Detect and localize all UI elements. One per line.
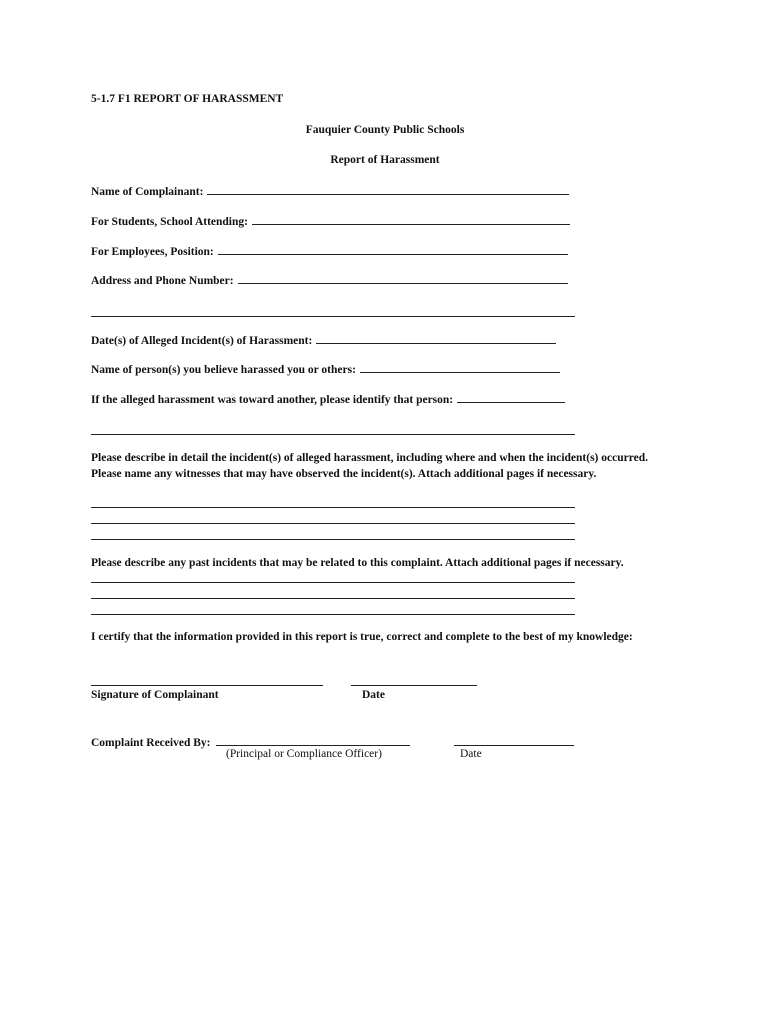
other-person-row: [91, 391, 565, 406]
other-person-continuation-line[interactable]: [91, 434, 575, 435]
employee-position-field[interactable]: [218, 243, 568, 255]
harasser-name-field[interactable]: [360, 361, 560, 373]
address-phone-field[interactable]: [238, 272, 568, 284]
school-attending-field[interactable]: [252, 213, 570, 225]
past-answer-line[interactable]: [91, 614, 575, 615]
describe-answer-line[interactable]: [91, 539, 575, 540]
past-answer-line[interactable]: [91, 582, 575, 583]
signature-date-line[interactable]: [351, 685, 477, 686]
describe-answer-line[interactable]: [91, 507, 575, 508]
incident-dates-label: Date(s) of Alleged Incident(s) of Harassment:: [91, 335, 313, 347]
past-answer-line[interactable]: [91, 598, 575, 599]
signature-line[interactable]: [91, 685, 323, 686]
describe-answer-line[interactable]: [91, 523, 575, 524]
past-incidents-question: Please describe any past incidents that may be related to this complaint. Attach additional pages if necessary.: [91, 557, 624, 569]
incident-dates-row: [91, 332, 556, 347]
received-by-field[interactable]: [216, 734, 410, 746]
address-phone-label: Address and Phone Number:: [91, 275, 234, 287]
describe-incident-question: Please describe in detail the incident(s) of alleged harassment, including where and when the incident(s) occurred. Please name any witnesses that may have observed the incident(s). Attach additional pages if necessary.: [91, 452, 648, 480]
employee-position-label: For Employees, Position:: [91, 246, 214, 258]
form-code-title: 5-1.7 F1 REPORT OF HARASSMENT: [91, 93, 284, 105]
address-phone-row: [91, 272, 568, 287]
incident-dates-field[interactable]: [316, 332, 556, 344]
school-attending-row: [91, 213, 570, 228]
received-by-label: Complaint Received By:: [91, 737, 211, 749]
received-date-label: Date: [460, 748, 482, 760]
received-date-line[interactable]: [454, 745, 574, 746]
other-person-field[interactable]: [457, 391, 565, 403]
received-by-row: [91, 734, 410, 749]
employee-position-row: [91, 243, 568, 258]
received-by-sublabel: (Principal or Compliance Officer): [226, 748, 382, 760]
signature-label: Signature of Complainant: [91, 689, 219, 701]
signature-date-label: Date: [362, 689, 385, 701]
harasser-name-row: [91, 361, 560, 376]
complainant-name-field[interactable]: [207, 183, 569, 195]
school-attending-label: For Students, School Attending:: [91, 216, 248, 228]
address-continuation-line[interactable]: [91, 316, 575, 317]
certification-statement: I certify that the information provided in this report is true, correct and complete to the best of my knowledge:: [91, 631, 633, 643]
complainant-name-row: [91, 183, 569, 198]
other-person-label: If the alleged harassment was toward another, please identify that person:: [91, 394, 454, 406]
form-title: Report of Harassment: [330, 154, 440, 166]
harasser-name-label: Name of person(s) you believe harassed you or others:: [91, 364, 356, 376]
organization-name: Fauquier County Public Schools: [305, 124, 465, 136]
complainant-name-label: Name of Complainant:: [91, 186, 204, 198]
